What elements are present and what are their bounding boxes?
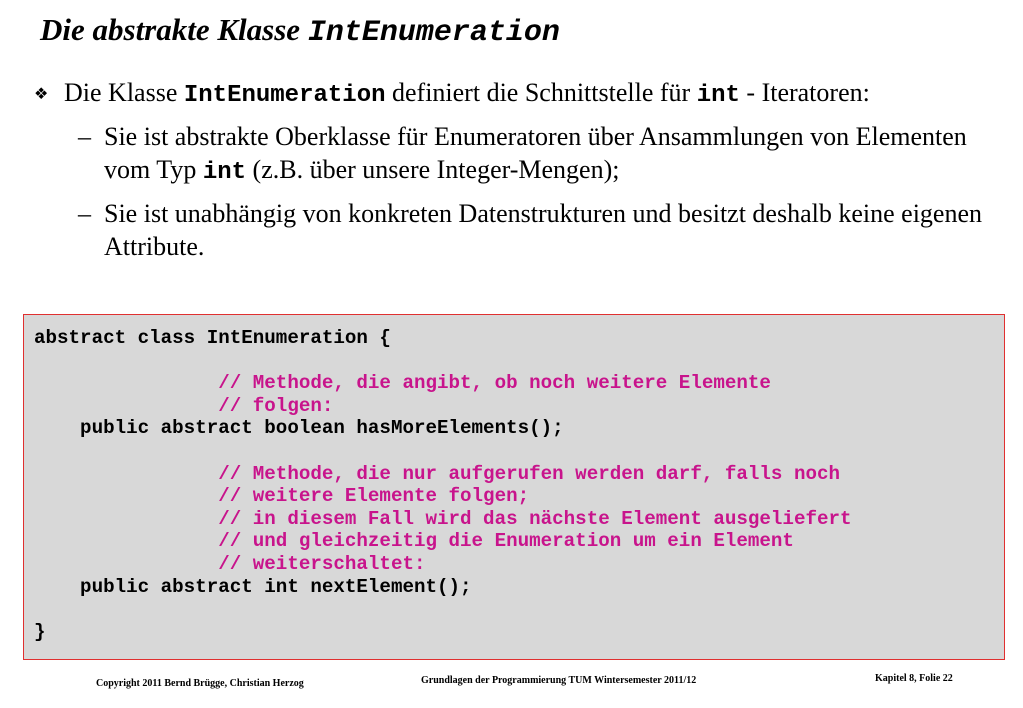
footer-slide-info: Kapitel 8, Folie 22 bbox=[875, 673, 953, 684]
code-comment-line: // in diesem Fall wird das nächste Element ausgeliefert bbox=[34, 507, 852, 530]
slide-title-text: Die abstrakte Klasse bbox=[40, 12, 308, 47]
code-block bbox=[23, 314, 1005, 660]
code-comment-line: // weiterschaltet: bbox=[34, 552, 426, 575]
code-line: public abstract boolean hasMoreElements(); bbox=[34, 417, 564, 440]
sub-bullet-1-text-2: (z.B. über unsere Integer-Mengen); bbox=[246, 155, 620, 184]
code-line: public abstract int nextElement(); bbox=[34, 575, 472, 598]
sub-bullet-1-code: int bbox=[202, 159, 247, 186]
code-comment-line: // weitere Elemente folgen; bbox=[34, 485, 530, 508]
dash-marker: – bbox=[78, 199, 91, 228]
sub-bullet-2 bbox=[30, 197, 1000, 263]
diamond-bullet-icon: ❖ bbox=[34, 84, 49, 103]
bullet-main-text-1: Die Klasse bbox=[64, 78, 184, 107]
code-line: } bbox=[34, 620, 46, 643]
code-comment-line: // und gleichzeitig die Enumeration um ein Element bbox=[34, 530, 794, 553]
footer-copyright: Copyright 2011 Bernd Brügge, Christian Herzog bbox=[96, 678, 304, 689]
dash-marker: – bbox=[78, 122, 91, 151]
bullet-main-text-3: - Iteratoren: bbox=[739, 78, 870, 107]
sub-bullet-1 bbox=[30, 120, 1000, 189]
code-line: abstract class IntEnumeration { bbox=[34, 327, 391, 349]
bullet-list bbox=[30, 76, 1000, 263]
slide-title bbox=[40, 12, 560, 50]
footer-course: Grundlagen der Programmierung TUM Wintersemester 2011/12 bbox=[421, 675, 697, 686]
slide-title-code: IntEnumeration bbox=[307, 16, 560, 50]
bullet-main-code-2: int bbox=[696, 82, 740, 109]
code-line bbox=[34, 440, 852, 463]
bullet-main-text-2: definiert die Schnittstelle für bbox=[385, 78, 697, 107]
sub-bullet-2-text: Sie ist unabhängig von konkreten Datenstrukturen und besitzt deshalb keine eigenen Attribute. bbox=[104, 199, 982, 261]
code-comment-line: // Methode, die angibt, ob noch weitere Elemente bbox=[34, 372, 771, 395]
bullet-main-code-1: IntEnumeration bbox=[183, 82, 386, 109]
sub-bullet-1-text-1: Sie ist abstrakte Oberklasse für Enumeratoren über Ansammlungen von Elementen vom Typ bbox=[104, 122, 967, 184]
code-line bbox=[34, 598, 852, 621]
code-line bbox=[34, 350, 852, 373]
bullet-main bbox=[30, 76, 1000, 112]
code-comment-line: // folgen: bbox=[34, 394, 334, 417]
code-listing bbox=[34, 327, 852, 643]
code-comment-line: // Methode, die nur aufgerufen werden darf, falls noch bbox=[34, 462, 841, 485]
